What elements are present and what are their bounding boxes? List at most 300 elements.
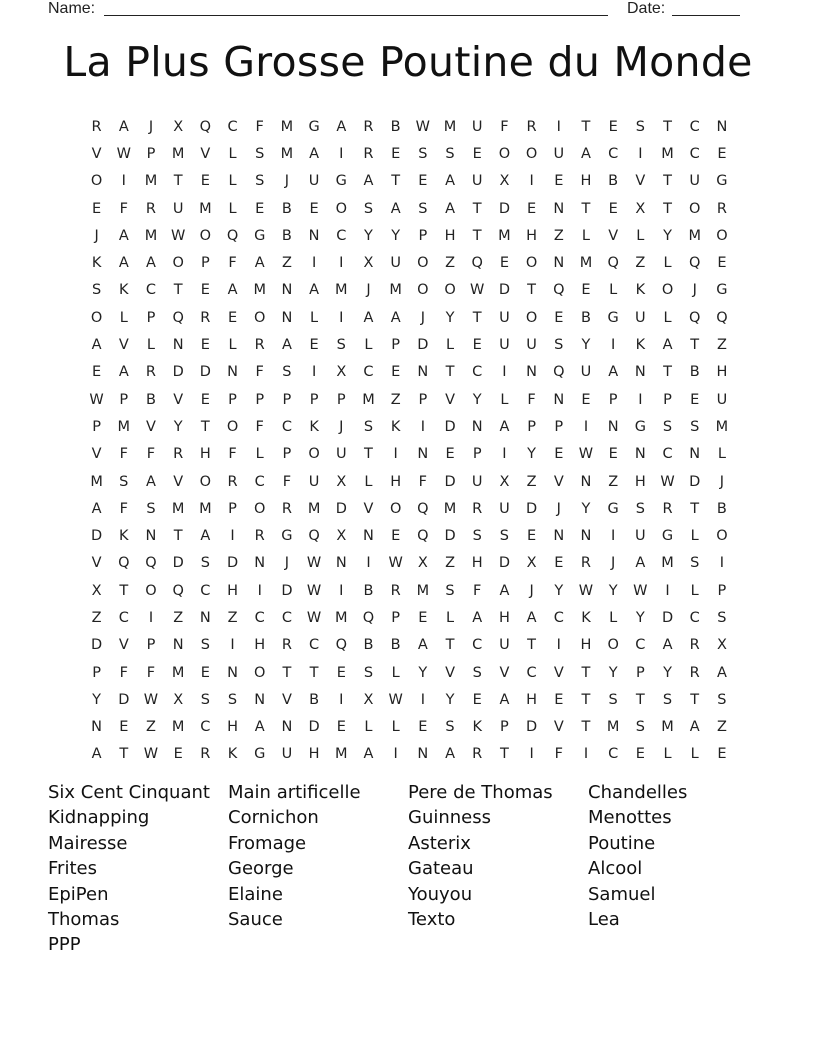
grid-letter: W — [143, 691, 159, 708]
grid-letter: I — [719, 555, 725, 572]
grid-letter: Y — [92, 691, 102, 708]
grid-letter: L — [663, 746, 672, 763]
grid-letter: M — [253, 282, 266, 299]
grid-letter: Y — [635, 609, 645, 626]
word-bank-item: Pere de Thomas — [408, 782, 553, 803]
grid-letter: S — [690, 418, 700, 435]
grid-letter: I — [339, 691, 344, 708]
grid-letter: R — [281, 637, 292, 654]
grid-letter: T — [173, 282, 183, 299]
grid-letter: V — [553, 719, 564, 736]
grid-letter: C — [254, 473, 265, 490]
word-bank-item: Asterix — [408, 832, 471, 854]
grid-letter: P — [635, 664, 645, 681]
grid-letter: V — [445, 664, 455, 681]
grid-letter: H — [526, 691, 538, 708]
grid-letter: U — [499, 637, 510, 654]
grid-letter: Q — [553, 282, 565, 299]
grid-letter: Y — [581, 500, 591, 517]
grid-letter: I — [502, 364, 507, 381]
grid-letter: W — [633, 582, 648, 599]
grid-letter: V — [91, 145, 102, 162]
grid-letter: M — [199, 200, 212, 217]
grid-letter: E — [717, 255, 727, 272]
grid-letter: O — [417, 255, 429, 272]
grid-letter: J — [94, 227, 99, 244]
grid-letter: G — [335, 173, 347, 190]
grid-letter: A — [472, 609, 483, 626]
grid-letter: X — [363, 691, 374, 708]
grid-letter: R — [472, 746, 483, 763]
grid-letter: Q — [471, 255, 483, 272]
grid-letter: E — [635, 746, 645, 763]
grid-letter: X — [499, 473, 510, 490]
grid-letter: F — [228, 446, 237, 463]
grid-letter: B — [309, 691, 320, 708]
grid-letter: Q — [607, 255, 619, 272]
grid-letter: H — [580, 637, 592, 654]
grid-letter: H — [580, 173, 592, 190]
grid-letter: A — [91, 500, 102, 517]
grid-letter: B — [281, 227, 292, 244]
grid-letter: I — [393, 446, 398, 463]
grid-letter: N — [281, 282, 293, 299]
grid-letter: E — [200, 173, 210, 190]
grid-letter: T — [690, 691, 700, 708]
grid-letter: T — [445, 364, 455, 381]
grid-letter: U — [335, 446, 347, 463]
grid-letter: Y — [554, 582, 564, 599]
grid-letter: B — [716, 500, 727, 517]
grid-letter: D — [226, 555, 239, 572]
page-title: La Plus Grosse Poutine du Monde — [63, 38, 753, 86]
grid-letter: Y — [527, 446, 537, 463]
grid-letter: M — [661, 555, 674, 572]
grid-letter: P — [608, 391, 618, 408]
grid-letter: E — [227, 309, 238, 326]
grid-letter: M — [280, 118, 294, 135]
grid-letter: P — [92, 418, 101, 435]
grid-letter: T — [663, 200, 672, 217]
grid-letter: F — [554, 746, 563, 763]
grid-letter: Q — [689, 255, 701, 272]
grid-letter: S — [472, 664, 482, 681]
grid-letter: W — [143, 746, 159, 763]
grid-letter: X — [173, 118, 184, 135]
grid-letter: Z — [146, 719, 156, 736]
grid-letter: K — [390, 418, 401, 435]
word-bank-item: Alcool — [588, 858, 643, 880]
grid-letter: L — [609, 282, 618, 299]
grid-letter: F — [228, 255, 237, 272]
grid-letter: L — [690, 528, 699, 545]
grid-letter: V — [608, 227, 619, 244]
grid-letter: H — [227, 719, 238, 736]
date-label: Date: — [627, 0, 666, 17]
grid-letter: N — [172, 637, 184, 654]
grid-letter: D — [661, 609, 674, 626]
grid-letter: N — [281, 309, 293, 326]
grid-letter: M — [335, 609, 348, 626]
grid-letter: E — [554, 691, 564, 708]
grid-letter: L — [228, 145, 237, 162]
grid-letter: K — [472, 719, 482, 736]
grid-letter: T — [581, 719, 591, 736]
grid-letter: B — [689, 364, 700, 381]
grid-letter: C — [200, 719, 211, 736]
grid-letter: W — [306, 555, 322, 572]
grid-letter: T — [499, 746, 509, 763]
grid-letter: L — [663, 309, 672, 326]
grid-letter: H — [227, 582, 238, 599]
grid-letter: D — [172, 555, 184, 572]
grid-letter: D — [308, 719, 320, 736]
grid-letter: O — [716, 528, 728, 545]
grid-letter: P — [554, 418, 564, 435]
grid-letter: A — [91, 337, 102, 354]
grid-letter: C — [118, 609, 129, 626]
grid-letter: V — [173, 391, 184, 408]
grid-letter: C — [662, 446, 673, 463]
word-bank-item: Mairesse — [48, 832, 128, 854]
grid-letter: D — [689, 473, 701, 490]
grid-letter: O — [335, 200, 347, 217]
grid-letter: Q — [417, 500, 429, 517]
grid-letter: D — [281, 582, 293, 599]
grid-letter: L — [391, 719, 400, 736]
grid-letter: D — [172, 364, 184, 381]
grid-letter: Y — [391, 227, 401, 244]
grid-letter: S — [363, 200, 374, 217]
grid-letter: E — [418, 719, 428, 736]
grid-letter: O — [661, 282, 674, 299]
grid-letter: J — [719, 473, 725, 490]
grid-letter: Z — [390, 391, 401, 408]
grid-letter: K — [309, 418, 319, 435]
grid-letter: S — [717, 691, 727, 708]
grid-letter: Q — [716, 309, 728, 326]
grid-letter: U — [172, 200, 184, 217]
grid-letter: E — [418, 173, 428, 190]
grid-letter: H — [390, 473, 402, 490]
grid-letter: R — [716, 200, 727, 217]
grid-letter: Q — [199, 118, 212, 135]
grid-letter: F — [255, 118, 264, 135]
grid-letter: I — [638, 391, 643, 408]
grid-letter: H — [716, 364, 728, 381]
grid-letter: Q — [226, 227, 239, 244]
grid-letter: L — [445, 609, 455, 626]
grid-letter: C — [526, 664, 537, 681]
grid-letter: N — [227, 664, 238, 681]
grid-letter: Q — [145, 555, 157, 572]
grid-letter: V — [635, 173, 646, 190]
grid-letter: A — [716, 664, 727, 681]
grid-letter: N — [553, 200, 565, 217]
grid-letter: D — [417, 337, 429, 354]
grid-letter: M — [117, 418, 131, 435]
grid-letter: A — [227, 282, 238, 299]
grid-letter: E — [391, 528, 401, 545]
grid-letter: A — [417, 637, 428, 654]
grid-letter: I — [366, 555, 371, 572]
grid-letter: E — [336, 719, 346, 736]
grid-letter: Q — [172, 582, 184, 599]
grid-letter: L — [581, 227, 591, 244]
grid-letter: U — [471, 118, 483, 135]
grid-letter: J — [284, 555, 290, 572]
grid-letter: A — [526, 609, 537, 626]
grid-letter: A — [200, 528, 211, 545]
grid-letter: G — [716, 282, 728, 299]
grid-letter: L — [228, 200, 237, 217]
grid-letter: T — [391, 173, 401, 190]
grid-letter: N — [281, 719, 293, 736]
grid-letter: A — [146, 255, 156, 272]
grid-letter: R — [363, 145, 374, 162]
grid-letter: Q — [553, 364, 565, 381]
grid-letter: L — [609, 609, 618, 626]
grid-letter: N — [335, 555, 347, 572]
grid-letter: M — [335, 282, 348, 299]
grid-letter: I — [611, 337, 616, 354]
grid-letter: U — [390, 255, 401, 272]
grid-letter: S — [418, 145, 428, 162]
grid-letter: M — [171, 500, 185, 517]
word-bank-item: Youyou — [408, 883, 473, 905]
grid-letter: D — [335, 500, 347, 517]
grid-letter: B — [390, 118, 401, 135]
grid-letter: V — [200, 145, 211, 162]
grid-letter: V — [118, 637, 129, 654]
grid-letter: L — [391, 664, 400, 681]
grid-letter: W — [306, 609, 322, 626]
grid-letter: G — [634, 418, 646, 435]
word-bank-item: Poutine — [588, 832, 656, 854]
grid-letter: H — [526, 227, 538, 244]
grid-letter: Z — [716, 337, 727, 354]
grid-letter: S — [554, 337, 564, 354]
grid-letter: N — [227, 364, 238, 381]
grid-letter: S — [472, 528, 482, 545]
grid-letter: H — [199, 446, 211, 463]
grid-letter: K — [635, 282, 646, 299]
grid-letter: I — [121, 173, 126, 190]
grid-letter: M — [362, 391, 375, 408]
grid-letter: T — [527, 282, 537, 299]
grid-letter: P — [255, 391, 265, 408]
grid-letter: L — [310, 309, 319, 326]
grid-letter: N — [363, 528, 374, 545]
word-bank-item: Six Cent Cinquant — [48, 782, 210, 803]
grid-letter: O — [254, 664, 266, 681]
grid-letter: A — [254, 719, 265, 736]
grid-letter: A — [254, 255, 265, 272]
grid-letter: O — [389, 500, 402, 517]
grid-letter: N — [417, 746, 429, 763]
grid-letter: S — [363, 418, 374, 435]
grid-letter: I — [638, 145, 643, 162]
grid-letter: E — [554, 309, 564, 326]
grid-letter: N — [553, 391, 565, 408]
grid-letter: R — [281, 500, 292, 517]
grid-letter: C — [689, 145, 700, 162]
grid-letter: V — [91, 446, 102, 463]
grid-letter: U — [499, 500, 510, 517]
grid-letter: S — [635, 719, 645, 736]
grid-letter: J — [420, 309, 425, 326]
grid-letter: T — [200, 418, 210, 435]
grid-letter: J — [611, 555, 616, 572]
grid-letter: T — [119, 582, 129, 599]
grid-letter: S — [200, 555, 210, 572]
grid-letter: P — [146, 145, 156, 162]
grid-letter: U — [553, 145, 565, 162]
grid-letter: N — [91, 719, 103, 736]
grid-letter: O — [254, 309, 266, 326]
grid-letter: A — [445, 173, 455, 190]
grid-letter: U — [689, 173, 701, 190]
grid-letter: W — [660, 473, 675, 490]
grid-letter: Z — [91, 609, 102, 626]
grid-letter: M — [199, 500, 212, 517]
grid-letter: W — [170, 227, 186, 244]
grid-letter: N — [634, 446, 646, 463]
grid-letter: E — [499, 255, 509, 272]
grid-letter: F — [119, 664, 128, 681]
grid-letter: L — [228, 337, 237, 354]
grid-letter: E — [608, 200, 618, 217]
name-label: Name: — [48, 0, 96, 17]
grid-letter: P — [472, 446, 482, 463]
word-bank-item: Kidnapping — [48, 807, 150, 829]
grid-letter: M — [171, 145, 185, 162]
grid-letter: S — [445, 582, 455, 599]
grid-letter: S — [363, 664, 374, 681]
grid-letter: K — [91, 255, 102, 272]
grid-letter: H — [634, 473, 646, 490]
grid-letter: U — [499, 337, 510, 354]
grid-letter: N — [471, 418, 483, 435]
grid-letter: L — [690, 582, 699, 599]
grid-letter: E — [554, 555, 564, 572]
grid-letter: I — [230, 637, 235, 654]
word-bank-item: Frites — [48, 858, 97, 880]
grid-letter: N — [580, 528, 592, 545]
grid-letter: U — [499, 309, 510, 326]
grid-letter: A — [363, 309, 374, 326]
grid-letter: P — [500, 719, 509, 736]
grid-letter: V — [281, 691, 292, 708]
grid-letter: O — [689, 200, 701, 217]
grid-letter: T — [581, 200, 591, 217]
grid-letter: E — [554, 173, 564, 190]
grid-letter: G — [607, 500, 619, 517]
grid-letter: E — [309, 200, 319, 217]
grid-letter: A — [499, 418, 510, 435]
grid-letter: A — [363, 746, 374, 763]
grid-letter: S — [336, 337, 346, 354]
grid-letter: A — [689, 719, 700, 736]
word-bank-item: Sauce — [228, 908, 283, 930]
date-blank-line — [672, 15, 740, 16]
grid-letter: L — [445, 337, 455, 354]
word-bank-item: Thomas — [48, 908, 120, 930]
grid-letter: H — [498, 609, 510, 626]
grid-letter: O — [254, 500, 266, 517]
grid-letter: R — [254, 528, 265, 545]
grid-letter: E — [173, 746, 183, 763]
grid-letter: E — [581, 391, 591, 408]
grid-letter: Q — [308, 528, 320, 545]
grid-letter: Y — [445, 691, 455, 708]
grid-letter: E — [92, 200, 102, 217]
grid-letter: R — [472, 500, 483, 517]
grid-letter: P — [282, 391, 292, 408]
grid-letter: C — [309, 637, 320, 654]
grid-letter: N — [417, 446, 429, 463]
grid-letter: M — [661, 719, 674, 736]
grid-letter: S — [499, 528, 510, 545]
grid-letter: A — [309, 282, 320, 299]
grid-letter: N — [580, 473, 592, 490]
grid-letter: F — [500, 118, 509, 135]
grid-letter: I — [311, 255, 317, 272]
grid-letter: E — [690, 391, 700, 408]
grid-letter: E — [581, 282, 591, 299]
grid-letter: O — [226, 418, 239, 435]
grid-letter: W — [388, 691, 403, 708]
grid-letter: E — [336, 664, 346, 681]
grid-letter: S — [445, 719, 455, 736]
grid-letter: C — [281, 609, 292, 626]
grid-letter: A — [118, 364, 129, 381]
grid-letter: S — [635, 500, 645, 517]
grid-letter: L — [146, 337, 156, 354]
grid-letter: N — [308, 227, 320, 244]
grid-letter: I — [339, 309, 344, 326]
grid-letter: A — [118, 255, 129, 272]
word-bank-item: Gateau — [408, 858, 474, 880]
grid-letter: O — [199, 227, 212, 244]
grid-letter: V — [499, 664, 510, 681]
grid-letter: Z — [281, 255, 292, 272]
grid-letter: S — [227, 691, 238, 708]
grid-letter: B — [390, 637, 401, 654]
grid-letter: Q — [689, 309, 701, 326]
grid-letter: X — [91, 582, 102, 599]
grid-letter: S — [445, 145, 455, 162]
grid-letter: W — [89, 391, 104, 408]
grid-letter: A — [445, 746, 455, 763]
grid-letter: U — [580, 364, 592, 381]
grid-letter: Y — [663, 664, 672, 681]
grid-letter: W — [388, 555, 403, 572]
grid-letter: U — [281, 746, 293, 763]
grid-letter: B — [580, 309, 591, 326]
grid-letter: R — [145, 200, 156, 217]
grid-letter: C — [227, 118, 238, 135]
grid-letter: Y — [663, 227, 672, 244]
grid-letter: T — [472, 309, 482, 326]
grid-letter: H — [471, 555, 483, 572]
grid-letter: G — [281, 528, 293, 545]
grid-letter: O — [417, 282, 429, 299]
grid-letter: U — [635, 528, 646, 545]
grid-letter: L — [636, 227, 645, 244]
grid-letter: F — [119, 446, 128, 463]
grid-letter: M — [579, 255, 593, 272]
